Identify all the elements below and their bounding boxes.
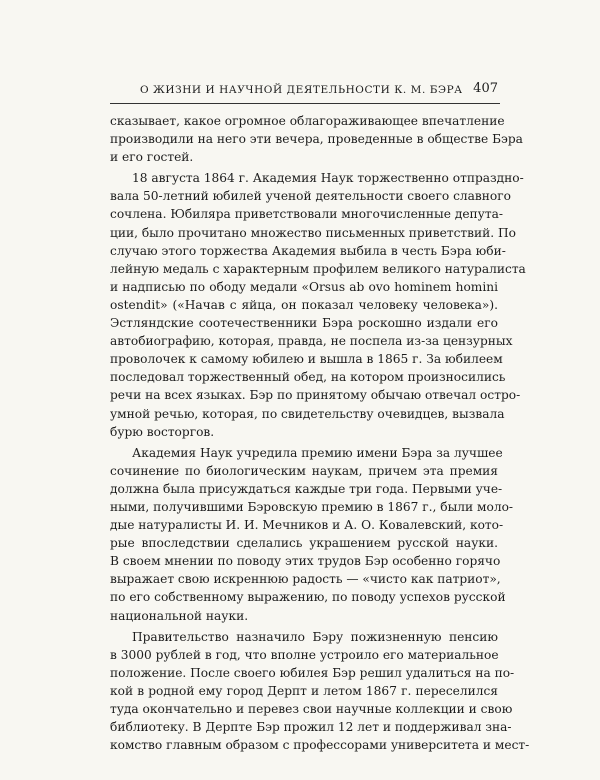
text-line: ции, было прочитано множество письменных приветствий. По [110, 225, 516, 240]
text-line: лейную медаль с характерным профилем великого натуралиста [110, 261, 526, 276]
text-line: кой в родной ему город Дерпт и летом 1867 г. переселился [110, 683, 498, 698]
text-line: Правительство назначило Бэру пожизненную пенсию [132, 629, 498, 644]
text-line: В своем мнении по поводу этих трудов Бэр особенно горячо [110, 554, 501, 569]
text-line: в 3000 рублей в год, что вполне устроило его материальное [110, 647, 499, 662]
text-line: ными, получившими Бэровскую премию в 1867 г., были моло- [110, 499, 514, 514]
text-line: положение. После своего юбилея Бэр решил удалиться на по- [110, 665, 515, 680]
text-line: по его собственному выражению, по поводу успехов русской [110, 590, 506, 605]
text-line: Академия Наук учредила премию имени Бэра за лучшее [132, 445, 503, 460]
paragraph [110, 112, 523, 166]
text-line: и его гостей. [110, 150, 194, 165]
text-line: 18 августа 1864 г. Академия Наук торжественно отпраздно- [132, 171, 524, 186]
page-number: 407 [473, 81, 498, 96]
paragraph [110, 444, 514, 625]
text-line: сказывает, какое огромное облагораживающее впечатление [110, 114, 505, 128]
text-line: последовал торжественный обед, на котором произносились [110, 370, 506, 385]
text-line: выражает свою искреннюю радость — «чисто как патриот», [110, 572, 501, 587]
text-line: должна была присуждаться каждые три года. Первыми уче- [110, 481, 503, 496]
text-line: производили на него эти вечера, проведенные в обществе Бэра [110, 132, 523, 147]
text-line: и надписью по ободу медали «Orsus ab ovo hominem homini [110, 279, 498, 294]
text-line: ostendit» («Начав с яйца, он показал человеку человека»). [110, 297, 498, 312]
text-line: умной речью, которая, по свидетельству очевидцев, вызвала [110, 406, 505, 421]
body-text [110, 112, 530, 757]
text-line: случаю этого торжества Академия выбила в честь Бэра юби- [110, 243, 506, 258]
text-line: национальной науки. [110, 608, 249, 623]
text-line: сочлена. Юбиляра приветствовали многочисленные депута- [110, 207, 503, 222]
text-line: речи на всех языках. Бэр по принятому обычаю отвечал остро- [110, 388, 521, 403]
page-header [110, 78, 500, 102]
text-line: библиотеку. В Дерпте Бэр прожил 12 лет и поддерживал зна- [110, 720, 512, 735]
text-line: сочинение по биологическим наукам, причем эта премия [110, 463, 498, 478]
header-rule [110, 103, 500, 104]
text-line: проволочек к самому юбилею и вышла в 1865 г. За юбилеем [110, 352, 503, 367]
text-line: рые впоследствии сделались украшением русской науки. [110, 536, 498, 551]
paragraph [110, 628, 530, 755]
text-line: Эстляндские соотечественники Бэра роскошно издали его [110, 316, 498, 331]
running-title: О ЖИЗНИ И НАУЧНОЙ ДЕЯТЕЛЬНОСТИ К. М. БЭРА [140, 84, 463, 96]
paragraph [110, 169, 526, 440]
text-line: вала 50-летний юбилей ученой деятельности своего славного [110, 189, 511, 204]
text-line: бурю восторгов. [110, 424, 215, 439]
text-line: туда окончательно и перевез свои научные коллекции и свою [110, 702, 513, 716]
text-line: дые натуралисты И. И. Мечников и А. О. Ковалевский, кото- [110, 518, 504, 533]
text-line: автобиографию, которая, правда, не поспела из-за цензурных [110, 334, 513, 349]
text-line: комство главным образом с профессорами университета и мест- [110, 738, 530, 753]
